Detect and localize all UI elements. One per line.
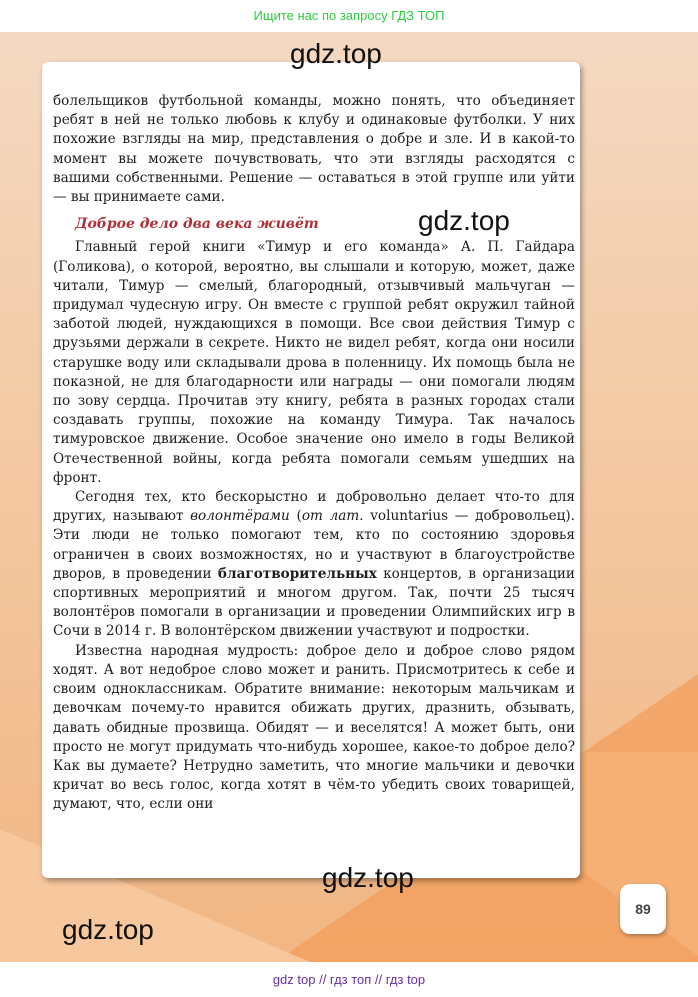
section-heading: Доброе дело два века живёт: [75, 216, 319, 233]
bold-term: благотворительных: [217, 565, 377, 582]
paragraph: болельщиков футбольной команды, можно понять, что объединяет ребят в ней не только любовь к клубу и одинаковые футболки. У них похожие взгляды на мир, представления о добре и зле. И в какой-то момент вы можете почувствовать, что эти взгляды расходятся с вашими собственными. Решение — оставаться в этой группе или уйти — вы принимаете сами.: [53, 93, 575, 206]
text-span: Сегодня тех, кто бескорыстно и добровольно делает что-то для других, называют: [53, 489, 575, 525]
paragraph: Главный герой книги «Тимур и его команда» А. П. Гайдара (Голикова), о которой, вероятно, вы слышали и которую, может, даже читали, Тимур — смелый, благородный, отзывчивый мальчуган — придумал чудесную игру. Он вместе с группой ребят окружил тайной заботой людей, нуждающихся в помощи. Все свои действия Тимур с друзьями держали в секрете. Никто не видел ребят, когда они носили старушке воду или складывали дрова в поленницу. Их помощь была не показной, не для благодарности или награды — они помогали людям по зову сердца. Прочитав эту книгу, ребята в разных городах стали создавать группы, похожие на команду Тимура. Так началось тимуровское движение. Особое значение оно имело в годы Великой Отечественной войны, когда ребята помогали семьям ушедших на фронт.: [53, 239, 575, 486]
top-banner[interactable]: Ищите нас по запросу ГДЗ ТОП: [0, 0, 698, 32]
italic-abbr: от лат.: [301, 508, 364, 525]
text-span: (: [289, 508, 302, 525]
watermark: gdz.top: [322, 862, 414, 893]
page-number: 89: [620, 884, 666, 934]
paragraph: [53, 488, 575, 642]
text-span: voluntarius — добровольец). Эти люди не только помогают тем, кто по состоянию здоровья ограничен в своих возможностях, но и участвуют в благоустройстве дворов, в проведении: [53, 508, 575, 582]
italic-term: волонтёрами: [190, 508, 290, 525]
text-span: концертов, в организации спортивных мероприятий и многом другом. Так, почти 25 тысяч волонтёров помогали в организации и проведении Олимпийских игр в Сочи в 2014 г. В волонтёрском движении участвуют и подростки.: [53, 565, 575, 640]
article-text: [53, 92, 575, 815]
watermark: gdz.top: [62, 914, 154, 945]
bottom-banner[interactable]: gdz top // гдз топ // гдз top: [0, 962, 698, 997]
watermark: gdz.top: [290, 38, 382, 69]
watermark: gdz.top: [418, 205, 510, 236]
paragraph: Известна народная мудрость: доброе дело и доброе слово рядом ходят. А вот недоброе слово может и ранить. Присмотритесь к себе и своим одноклассникам. Обратите внимание: некоторым мальчикам и девочкам почему-то нравится обижать других, дразнить, обзывать, давать обидные прозвища. Обидят — и веселятся! А может быть, они просто не могут придумать что-нибудь хорошее, какое-то доброе дело? Как вы думаете? Нетрудно заметить, что многие мальчики и девочки кричат во весь голос, когда хотят в чём-то убедить своих товарищей, думают, что, если они: [53, 642, 575, 813]
